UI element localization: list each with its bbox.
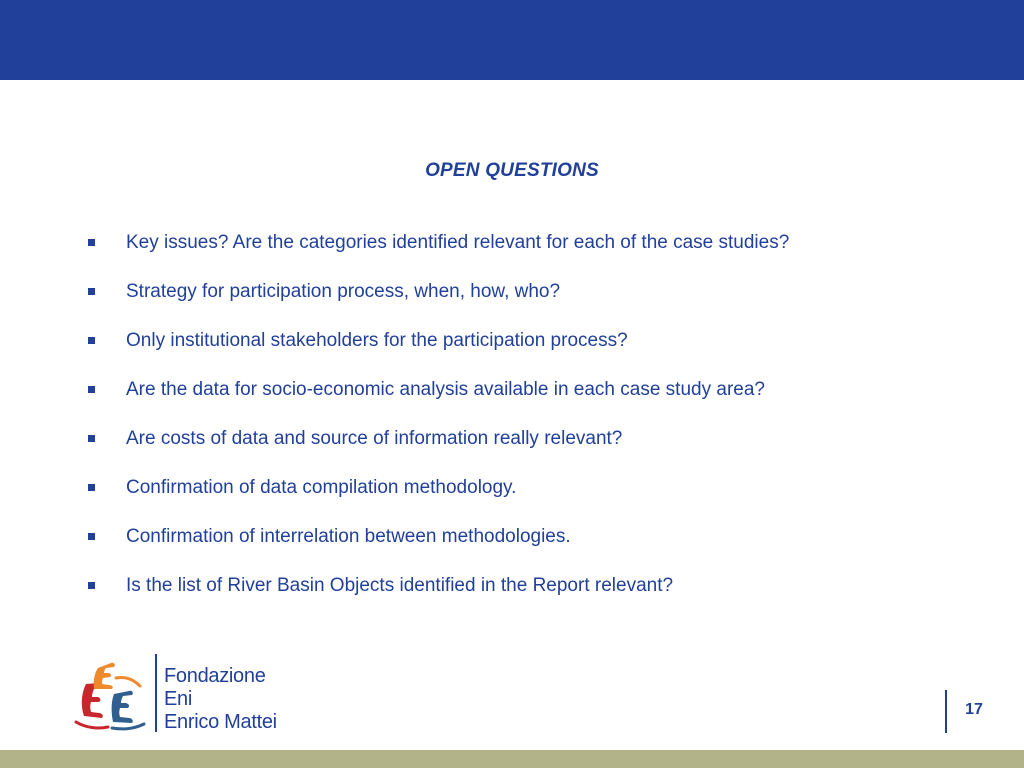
fondazione-eni-logo <box>72 652 302 736</box>
bullet-text: Strategy for participation process, when, how, who? <box>126 281 561 302</box>
square-bullet-icon <box>88 239 95 246</box>
bullet-text: Is the list of River Basin Objects identified in the Report relevant? <box>126 575 674 596</box>
bottom-banner <box>0 750 1024 768</box>
bullet-text: Are costs of data and source of information really relevant? <box>126 428 623 449</box>
bullet-text: Are the data for socio-economic analysis available in each case study area? <box>126 379 765 400</box>
list-item <box>0 474 1024 523</box>
logo-text-line2: Eni <box>164 688 193 710</box>
list-item <box>0 425 1024 474</box>
list-item <box>0 376 1024 425</box>
bullet-text: Key issues? Are the categories identified relevant for each of the case studies? <box>126 232 790 253</box>
top-banner <box>0 0 1024 80</box>
square-bullet-icon <box>88 533 95 540</box>
square-bullet-icon <box>88 435 95 442</box>
slide-title: OPEN QUESTIONS <box>425 160 599 181</box>
square-bullet-icon <box>88 582 95 589</box>
list-item <box>0 523 1024 572</box>
list-item <box>0 229 1024 278</box>
list-item <box>0 572 1024 621</box>
logo-text-line3: Enrico Mattei <box>164 711 277 733</box>
list-item <box>0 327 1024 376</box>
bullet-text: Confirmation of data compilation methodology. <box>126 477 517 498</box>
bullet-text: Only institutional stakeholders for the participation process? <box>126 330 628 351</box>
bullet-text: Confirmation of interrelation between methodologies. <box>126 526 571 547</box>
page-number: 17 <box>965 701 983 718</box>
square-bullet-icon <box>88 484 95 491</box>
page-number-divider <box>945 690 947 733</box>
logo-divider <box>155 654 157 732</box>
square-bullet-icon <box>88 288 95 295</box>
fondazione-eni-logo-icon <box>72 658 154 732</box>
list-item <box>0 278 1024 327</box>
bullet-list <box>0 229 1024 621</box>
square-bullet-icon <box>88 386 95 393</box>
square-bullet-icon <box>88 337 95 344</box>
logo-text-line1: Fondazione <box>164 665 266 687</box>
